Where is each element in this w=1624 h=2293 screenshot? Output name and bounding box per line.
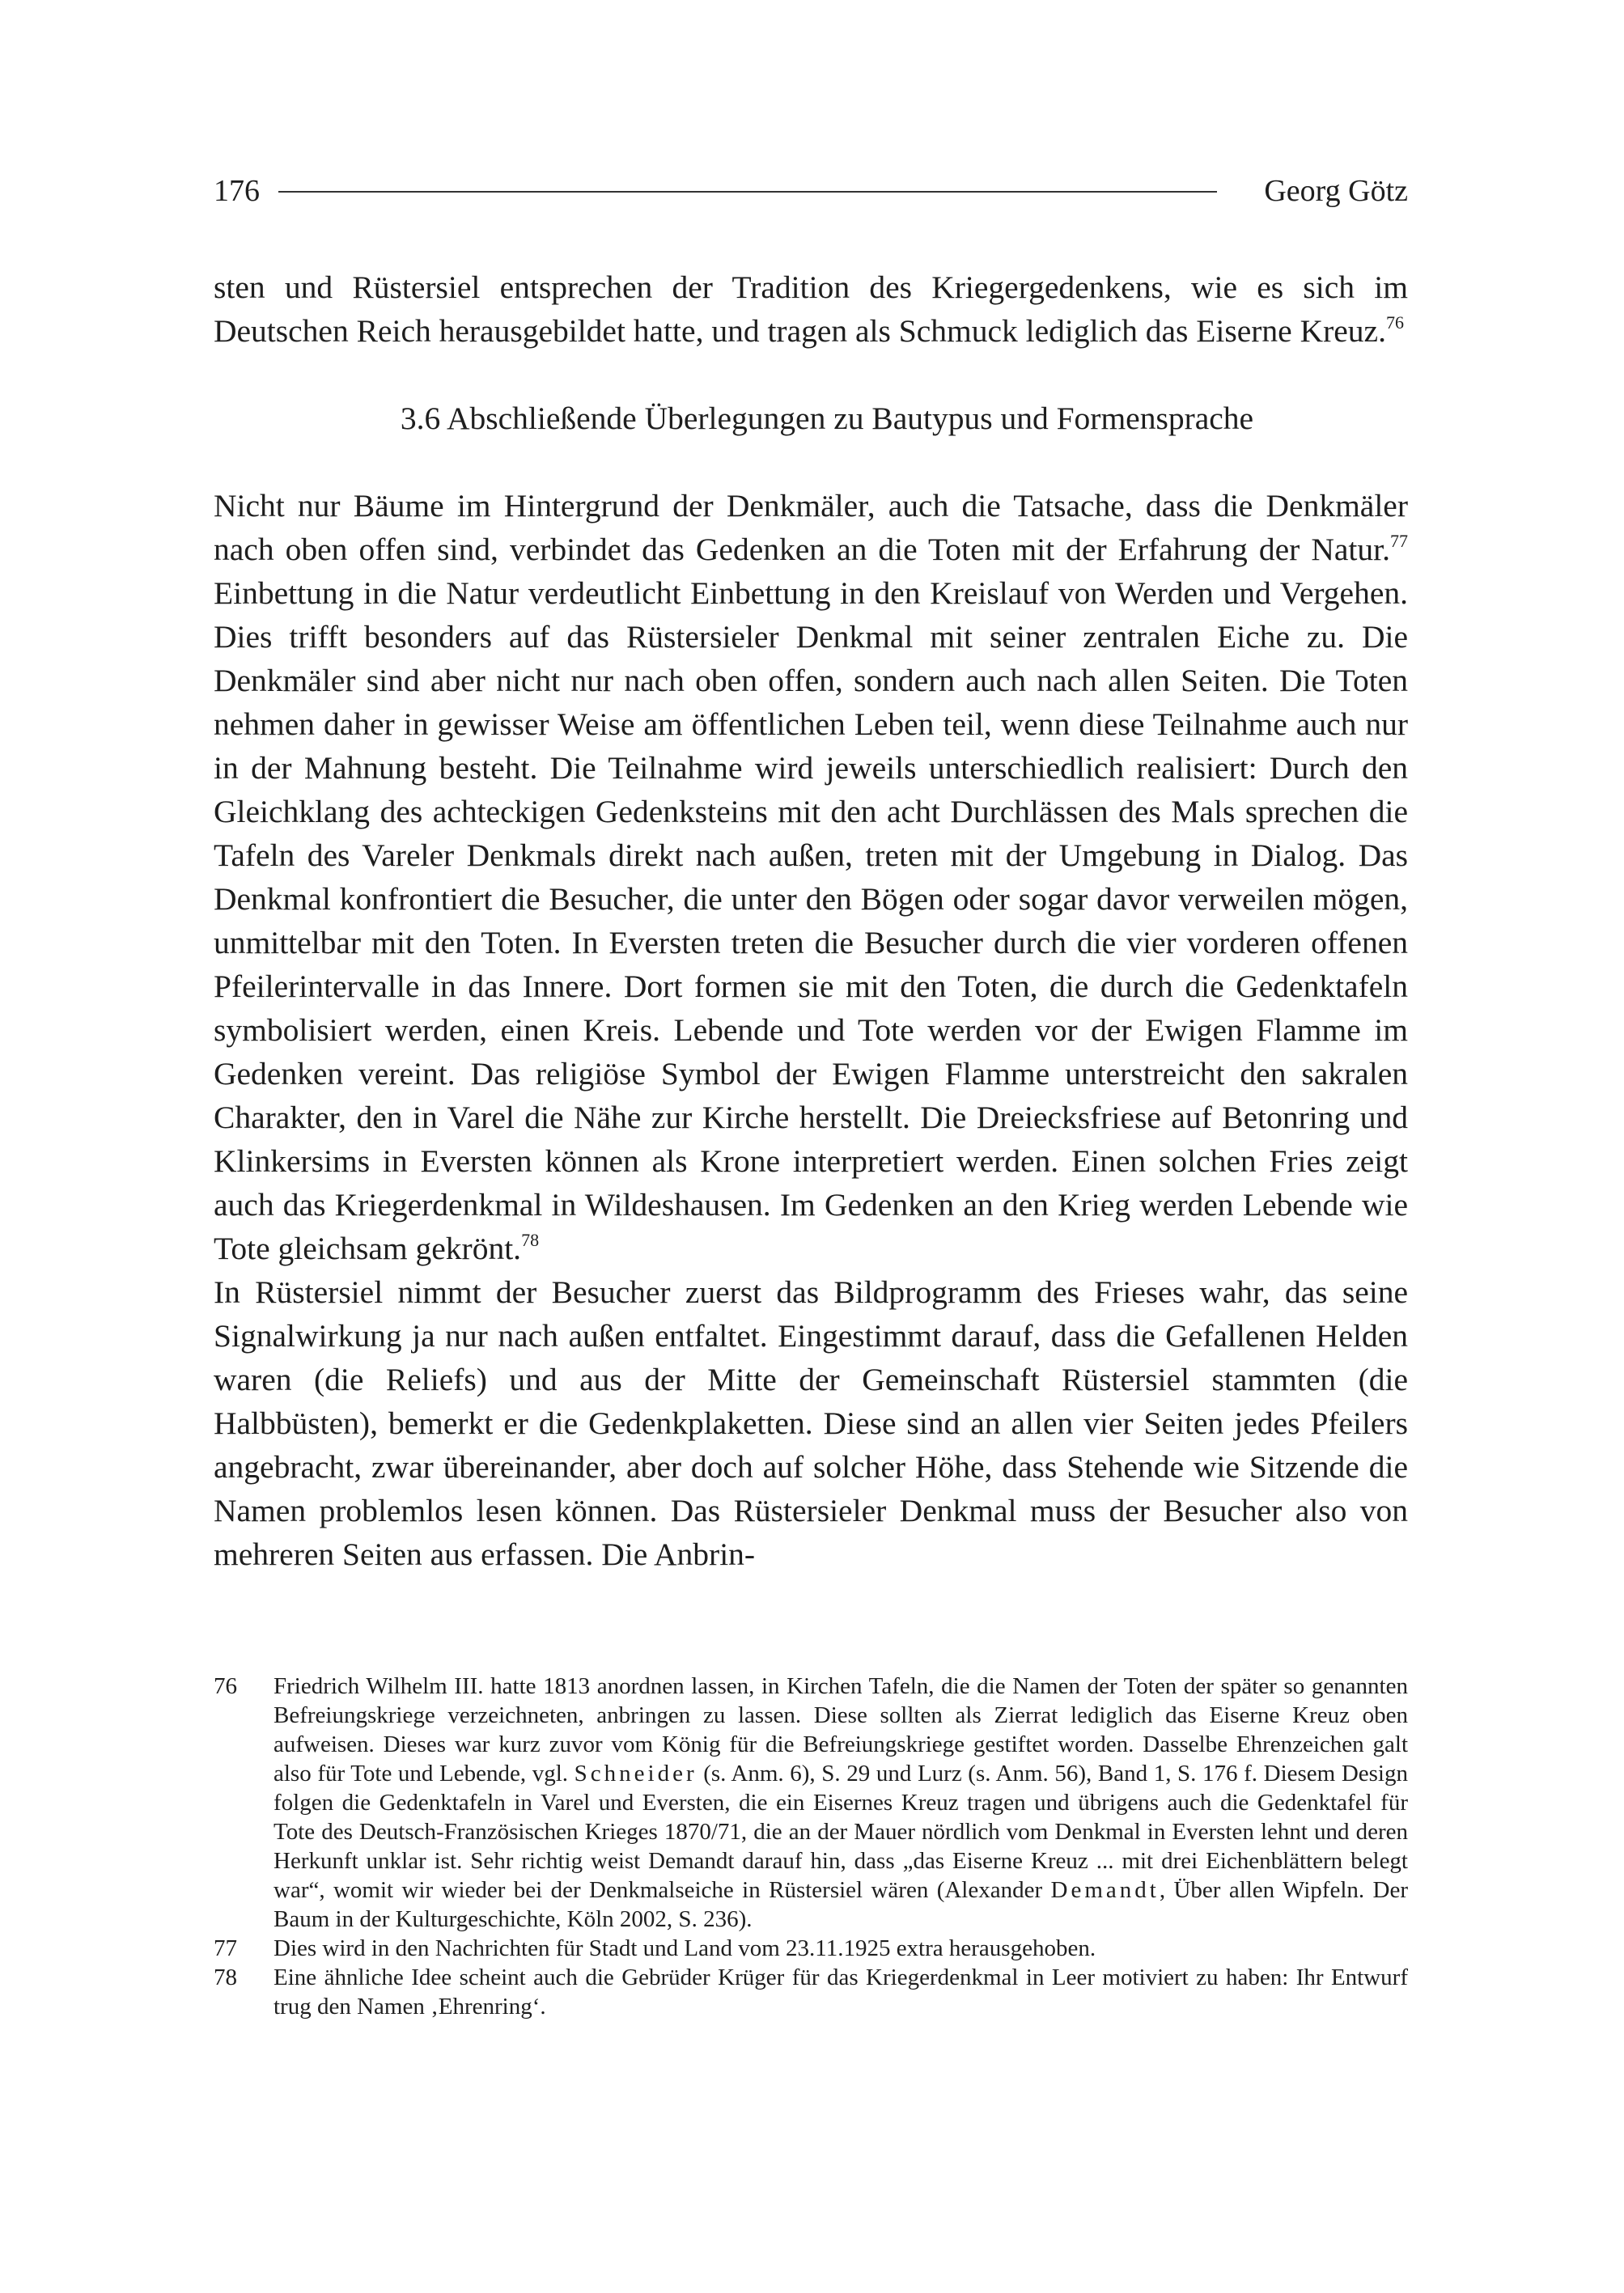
intro-text: sten und Rüstersiel entsprechen der Tradition des Kriegergedenkens, wie es sich im Deutschen Reich herausgebildet hatte, und tragen als Schmuck lediglich das Eiserne Kreuz. xyxy=(214,269,1408,349)
footnote-text: Eine ähnliche Idee scheint auch die Gebrüder Krüger für das Kriegerdenkmal in Leer motiviert zu haben: Ihr Entwurf trug den Namen ‚Ehrenring‘. xyxy=(273,1965,1408,2020)
intro-paragraph xyxy=(214,265,1408,353)
footnote-number: 78 xyxy=(214,1965,237,1990)
footnote-77 xyxy=(214,1934,1408,1963)
section-heading: 3.6 Abschließende Überlegungen zu Bautypus und Formensprache xyxy=(400,401,1254,436)
footnote-text-part: Friedrich Wilhelm III. hatte 1813 anordnen lassen, in Kirchen Tafeln, die die Namen der Toten der später so genannten Befreiungskriege verzeichneten, anbringen zu lassen. Diese sollten als Zierrat lediglich das Eiserne Kreuz oben aufweisen. Dieses war kurz zuvor vom König für die Befreiungskriege gestiftet worden. Dasselbe Ehrenzeichen galt also für Tote und Lebende, vgl. xyxy=(273,1673,1408,1787)
footnote-text-part: , Über allen Wipfeln. Der Baum in der Kulturgeschichte, Köln 2002, S. 236). xyxy=(273,1877,1408,1932)
paragraph-1 xyxy=(214,484,1408,1270)
paragraph-2: In Rüstersiel nimmt der Besucher zuerst das Bildprogramm des Frieses wahr, das seine Signalwirkung ja nur nach außen entfaltet. Eingestimmt darauf, dass die Gefallenen Helden waren (die Reliefs) und aus der Mitte der Gemeinschaft Rüstersiel stammten (die Halbbüsten), bemerkt er die Gedenkplaketten. Diese sind an allen vier Seiten jedes Pfeilers angebracht, zwar übereinander, aber doch auf solcher Höhe, dass Stehende wie Sitzende die Namen problemlos lesen können. Das Rüstersieler Denkmal muss der Besucher also von mehreren Seiten aus erfassen. Die Anbrin- xyxy=(214,1274,1408,1572)
footnotes xyxy=(214,1672,1408,2021)
footnote-ref-77[interactable]: 77 xyxy=(1390,530,1408,551)
footnote-number: 76 xyxy=(214,1673,237,1699)
running-header xyxy=(214,168,1408,214)
footnote-ref-78[interactable]: 78 xyxy=(521,1229,540,1250)
footnote-text: Dies wird in den Nachrichten für Stadt und Land vom 23.11.1925 extra herausgehoben. xyxy=(273,1935,1096,1961)
page-number: 176 xyxy=(214,174,260,208)
author-name-spaced: Demandt xyxy=(1050,1877,1160,1903)
running-head-author: Georg Götz xyxy=(1264,174,1408,208)
footnote-ref-76[interactable]: 76 xyxy=(1385,312,1404,333)
footnote-number: 77 xyxy=(214,1935,237,1961)
paragraph-1-part-b: Einbettung in die Natur verdeutlicht Einbettung in den Kreislauf von Werden und Vergehen. Dies trifft besonders auf das Rüstersieler Denkmal mit seiner zentralen Eiche zu. Die Denkmäler sind aber nicht nur nach oben offen, sondern auch nach allen Seiten. Die Toten nehmen daher in gewisser Weise am öffentlichen Leben teil, wenn diese Teilnahme auch nur in der Mahnung besteht. Die Teilnahme wird jeweils unterschiedlich realisiert: Durch den Gleichklang des achteckigen Gedenksteins mit den acht Durchlässen des Mals sprechen die Tafeln des Vareler Denkmals direkt nach außen, treten mit der Umgebung in Dialog. Das Denkmal konfrontiert die Besucher, die unter den Bögen oder sogar davor verweilen mögen, unmittelbar mit den Toten. In Eversten treten die Besucher durch die vier vorderen offenen Pfeilerintervalle in das Innere. Dort formen sie mit den Toten, die durch die Gedenktafeln symbolisiert werden, einen Kreis. Lebende und Tote werden vor der Ewigen Flamme im Gedenken vereint. Das religiöse Symbol der Ewigen Flamme unterstreicht den sakralen Charakter, den in Varel die Nähe zur Kirche herstellt. Die Dreiecksfriese auf Betonring und Klinkersims in Eversten können als Krone interpretiert werden. Einen solchen Fries zeigt auch das Kriegerdenkmal in Wildeshausen. Im Gedenken an den Krieg werden Lebende wie Tote gleichsam gekrönt. xyxy=(214,575,1408,1266)
footnote-78 xyxy=(214,1963,1408,2021)
author-name-spaced: Schneider xyxy=(574,1761,698,1787)
footnote-text xyxy=(273,1672,1408,1934)
main-text xyxy=(214,265,1408,1576)
footnote-76 xyxy=(214,1672,1408,1934)
footnote-text-part: (s. Anm. 6), S. 29 und Lurz (s. Anm. 56), Band 1, S. 176 f. Diesem Design folgen die Gedenktafeln in Varel und Eversten, die ein Eisernes Kreuz tragen und übrigens auch die Gedenktafel für Tote des Deutsch-Französischen Krieges 1870/71, die an der Mauer nördlich vom Denkmal in Eversten lehnt und deren Herkunft unklar ist. Sehr richtig weist Demandt darauf hin, dass „das Eiserne Kreuz ... mit drei Eichenblättern belegt war“, womit wir wieder bei der Denkmalseiche in Rüstersiel wären (Alexander xyxy=(273,1761,1408,1903)
paragraph-1-part-a: Nicht nur Bäume im Hintergrund der Denkmäler, auch die Tatsache, dass die Denkmäler nach oben offen sind, verbindet das Gedenken an die Toten mit der Erfahrung der Natur. xyxy=(214,488,1408,567)
header-rule xyxy=(278,191,1217,193)
